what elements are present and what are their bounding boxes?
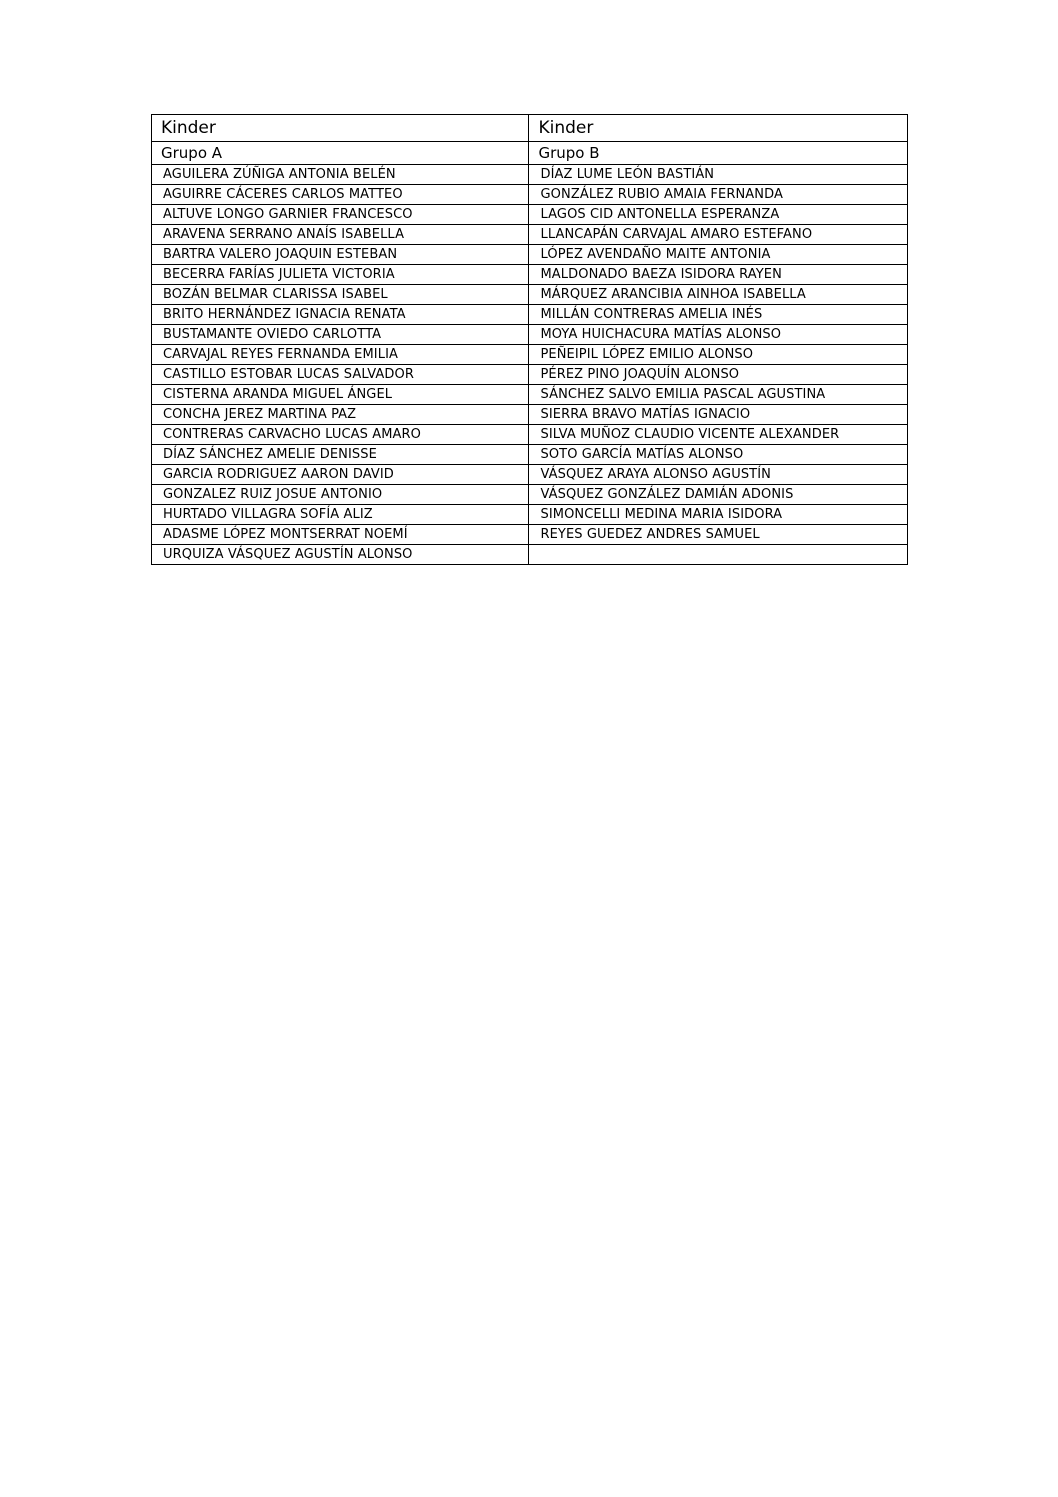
table-row: [152, 325, 908, 345]
student-b: MÁRQUEZ ARANCIBIA AINHOA ISABELLA: [529, 285, 908, 305]
table-row: [152, 165, 908, 185]
roster-table: [151, 114, 908, 565]
student-a: CASTILLO ESTOBAR LUCAS SALVADOR: [152, 365, 529, 385]
level-row: [152, 115, 908, 142]
group-a: Grupo A: [152, 142, 529, 165]
table-row: [152, 545, 908, 565]
student-a: BUSTAMANTE OVIEDO CARLOTTA: [152, 325, 529, 345]
table-row: [152, 485, 908, 505]
table-row: [152, 525, 908, 545]
table-row: [152, 425, 908, 445]
table-row: [152, 445, 908, 465]
table-row: [152, 505, 908, 525]
student-a: GARCIA RODRIGUEZ AARON DAVID: [152, 465, 529, 485]
student-b: SÁNCHEZ SALVO EMILIA PASCAL AGUSTINA: [529, 385, 908, 405]
student-b: GONZÁLEZ RUBIO AMAIA FERNANDA: [529, 185, 908, 205]
student-b: LAGOS CID ANTONELLA ESPERANZA: [529, 205, 908, 225]
table-row: [152, 345, 908, 365]
student-a: ADASME LÓPEZ MONTSERRAT NOEMÍ: [152, 525, 529, 545]
table-row: [152, 265, 908, 285]
student-a: BOZÁN BELMAR CLARISSA ISABEL: [152, 285, 529, 305]
student-a: BARTRA VALERO JOAQUIN ESTEBAN: [152, 245, 529, 265]
student-b: SIERRA BRAVO MATÍAS IGNACIO: [529, 405, 908, 425]
table-row: [152, 305, 908, 325]
group-row: [152, 142, 908, 165]
student-b: VÁSQUEZ GONZÁLEZ DAMIÁN ADONIS: [529, 485, 908, 505]
student-a: CONTRERAS CARVACHO LUCAS AMARO: [152, 425, 529, 445]
student-b: SILVA MUÑOZ CLAUDIO VICENTE ALEXANDER: [529, 425, 908, 445]
table-row: [152, 405, 908, 425]
student-a: AGUILERA ZÚÑIGA ANTONIA BELÉN: [152, 165, 529, 185]
student-b: MILLÁN CONTRERAS AMELIA INÉS: [529, 305, 908, 325]
student-b: VÁSQUEZ ARAYA ALONSO AGUSTÍN: [529, 465, 908, 485]
student-b: MOYA HUICHACURA MATÍAS ALONSO: [529, 325, 908, 345]
student-a: BRITO HERNÁNDEZ IGNACIA RENATA: [152, 305, 529, 325]
student-b: PÉREZ PINO JOAQUÍN ALONSO: [529, 365, 908, 385]
level-b: Kinder: [529, 115, 908, 142]
student-a: CONCHA JEREZ MARTINA PAZ: [152, 405, 529, 425]
student-b: PEÑEIPIL LÓPEZ EMILIO ALONSO: [529, 345, 908, 365]
student-a: CARVAJAL REYES FERNANDA EMILIA: [152, 345, 529, 365]
student-a: DÍAZ SÁNCHEZ AMELIE DENISSE: [152, 445, 529, 465]
student-b: REYES GUEDEZ ANDRES SAMUEL: [529, 525, 908, 545]
table-row: [152, 385, 908, 405]
student-a: HURTADO VILLAGRA SOFÍA ALIZ: [152, 505, 529, 525]
student-a: CISTERNA ARANDA MIGUEL ÁNGEL: [152, 385, 529, 405]
table-row: [152, 365, 908, 385]
student-a: ALTUVE LONGO GARNIER FRANCESCO: [152, 205, 529, 225]
student-b: LÓPEZ AVENDAÑO MAITE ANTONIA: [529, 245, 908, 265]
student-a: ARAVENA SERRANO ANAÍS ISABELLA: [152, 225, 529, 245]
student-b: DÍAZ LUME LEÓN BASTIÁN: [529, 165, 908, 185]
table-row: [152, 285, 908, 305]
student-b: LLANCAPÁN CARVAJAL AMARO ESTEFANO: [529, 225, 908, 245]
table-row: [152, 245, 908, 265]
student-b: SIMONCELLI MEDINA MARIA ISIDORA: [529, 505, 908, 525]
table-row: [152, 225, 908, 245]
student-b: MALDONADO BAEZA ISIDORA RAYEN: [529, 265, 908, 285]
table-row: [152, 205, 908, 225]
group-b: Grupo B: [529, 142, 908, 165]
student-b: [529, 545, 908, 565]
student-a: BECERRA FARÍAS JULIETA VICTORIA: [152, 265, 529, 285]
level-a: Kinder: [152, 115, 529, 142]
student-a: GONZALEZ RUIZ JOSUE ANTONIO: [152, 485, 529, 505]
student-a: URQUIZA VÁSQUEZ AGUSTÍN ALONSO: [152, 545, 529, 565]
student-a: AGUIRRE CÁCERES CARLOS MATTEO: [152, 185, 529, 205]
student-b: SOTO GARCÍA MATÍAS ALONSO: [529, 445, 908, 465]
table-row: [152, 465, 908, 485]
table-row: [152, 185, 908, 205]
